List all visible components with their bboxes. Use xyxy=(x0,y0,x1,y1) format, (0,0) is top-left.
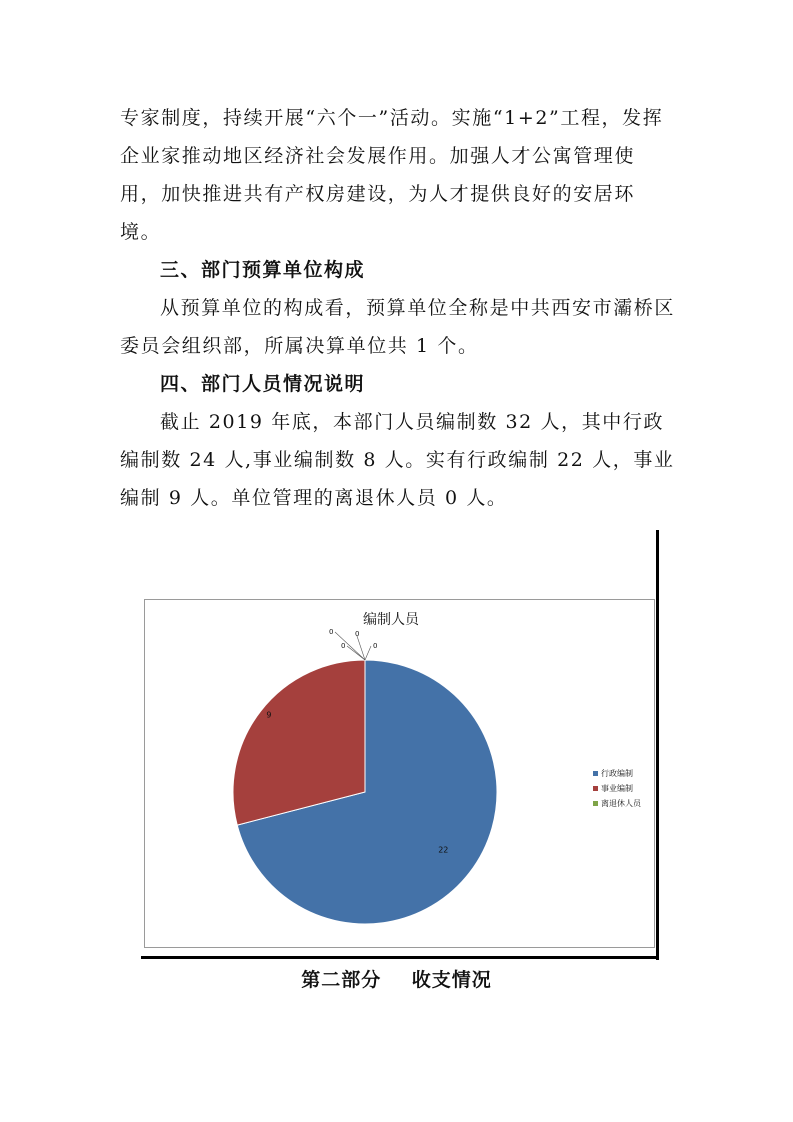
zero-label-leader-3 xyxy=(365,646,371,660)
zero-label-0: 0 xyxy=(329,628,334,636)
chart-title: 编制人员 xyxy=(363,612,419,628)
legend-label-2: 离退休人员 xyxy=(601,799,641,808)
legend-swatch-0 xyxy=(593,771,598,776)
legend-label-1: 事业编制 xyxy=(601,784,633,793)
paragraph-talent-work: 专家制度，持续开展“六个一”活动。实施“1+2”工程，发挥企业家推动地区经济社会发展作用。加强人才公寓管理使用，加快推进共有产权房建设，为人才提供良好的安居环境。 xyxy=(120,107,664,243)
data-label-0: 22 xyxy=(438,845,449,855)
zero-label-2: 0 xyxy=(355,630,360,638)
paragraph-staff: 截止 2019 年底，本部门人员编制数 32 人，其中行政编制数 24 人,事业编制数 8 人。实有行政编制 22 人，事业编制 9 人。单位管理的离退休人员 0 人。 xyxy=(120,411,675,509)
pie-chart-svg xyxy=(145,600,654,947)
pie-chart-staffing xyxy=(144,599,655,948)
paragraph-budget-units: 从预算单位的构成看，预算单位全称是中共西安市灞桥区委员会组织部，所属决算单位共 1 个。 xyxy=(120,297,676,357)
data-label-1: 9 xyxy=(266,710,272,720)
legend-swatch-1 xyxy=(593,786,598,791)
zero-label-leader-1 xyxy=(347,646,365,660)
zero-label-1: 0 xyxy=(341,642,346,650)
zero-label-3: 0 xyxy=(373,642,378,650)
chart-frame-right-border xyxy=(656,530,659,960)
chart-frame-bottom-border xyxy=(141,956,659,959)
legend-swatch-2 xyxy=(593,801,598,806)
legend-label-0: 行政编制 xyxy=(601,769,633,778)
heading-budget-units: 三、部门预算单位构成 xyxy=(160,259,366,281)
heading-staff: 四、部门人员情况说明 xyxy=(160,373,366,395)
part-two-title: 第二部分 收支情况 xyxy=(301,969,492,991)
